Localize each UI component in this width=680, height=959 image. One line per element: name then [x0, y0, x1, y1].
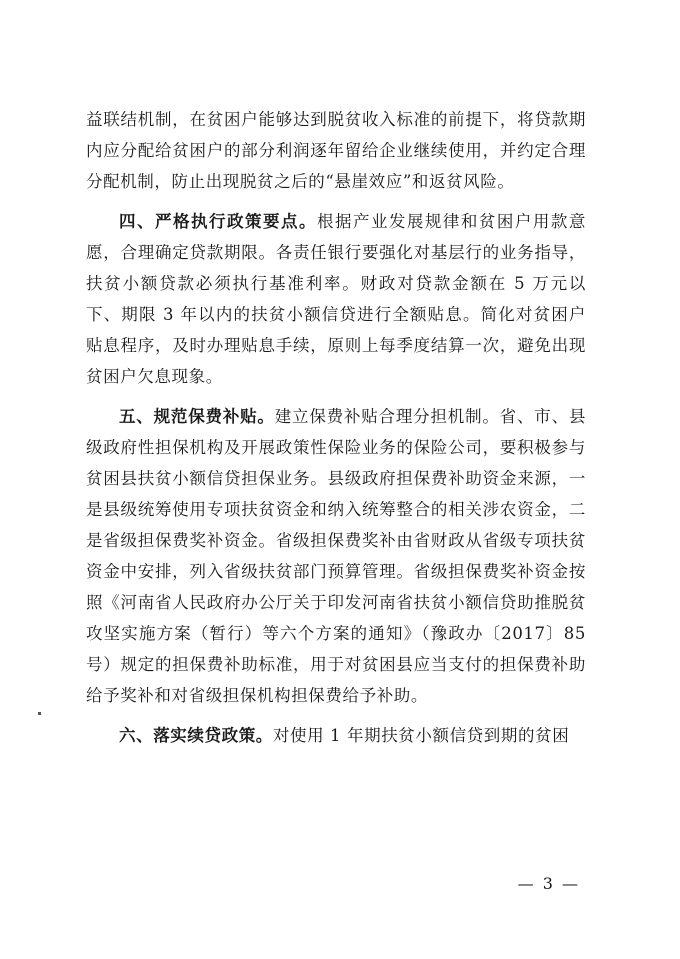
paragraph-section-5 — [86, 401, 586, 711]
section-heading: 五、规范保费补贴。 — [119, 407, 275, 426]
section-heading: 四、严格执行政策要点。 — [119, 212, 317, 231]
paragraph-text: 益联结机制，在贫困户能够达到脱贫收入标准的前提下，将贷款期内应分配给贫困户的部分利润逐年留给企业继续使用，并约定合理分配机制，防止出现脱贫之后的“悬崖效应”和返贫风险。 — [86, 110, 586, 191]
paragraph-text: 对使用 1 年期扶贫小额信贷到期的贫困 — [272, 726, 570, 745]
paragraph-section-6 — [86, 720, 586, 751]
section-heading: 六、落实续贷政策。 — [119, 726, 273, 745]
paragraph-text: 根据产业发展规律和贫困户用款意愿，合理确定贷款期限。各责任银行要强化对基层行的业务指导，扶贫小额贷款必须执行基准利率。财政对贷款金额在 5 万元以下、期限 3 年以内的扶贫小额信贷进行全额贴息。简化对贫困户贴息程序，及时办理贴息手续，原则上每季度结算一次，避免出现贫困户欠息现象。 — [86, 212, 586, 386]
margin-mark — [38, 712, 41, 715]
document-body — [86, 104, 586, 760]
page-number: — 3 — — [517, 874, 580, 893]
paragraph-text: 建立保费补贴合理分担机制。省、市、县级政府性担保机构及开展政策性保险业务的保险公司，要积极参与贫困县扶贫小额信贷担保业务。县级政府担保费补助资金来源，一是县级统筹使用专项扶贫资金和纳入统筹整合的相关涉农资金，二是省级担保费奖补资金。省级担保费奖补由省财政从省级专项扶贫资金中安排，列入省级扶贫部门预算管理。省级担保费奖补资金按照《河南省人民政府办公厅关于印发河南省扶贫小额信贷助推脱贫攻坚实施方案（暂行）等六个方案的通知》（豫政办〔2017〕85 号）规定的担保费补助标准，用于对贫困县应当支付的担保费补助给予奖补和对省级担保机构担保费给予补助。 — [86, 407, 586, 705]
paragraph-continuation — [86, 104, 586, 197]
paragraph-section-4 — [86, 206, 586, 392]
